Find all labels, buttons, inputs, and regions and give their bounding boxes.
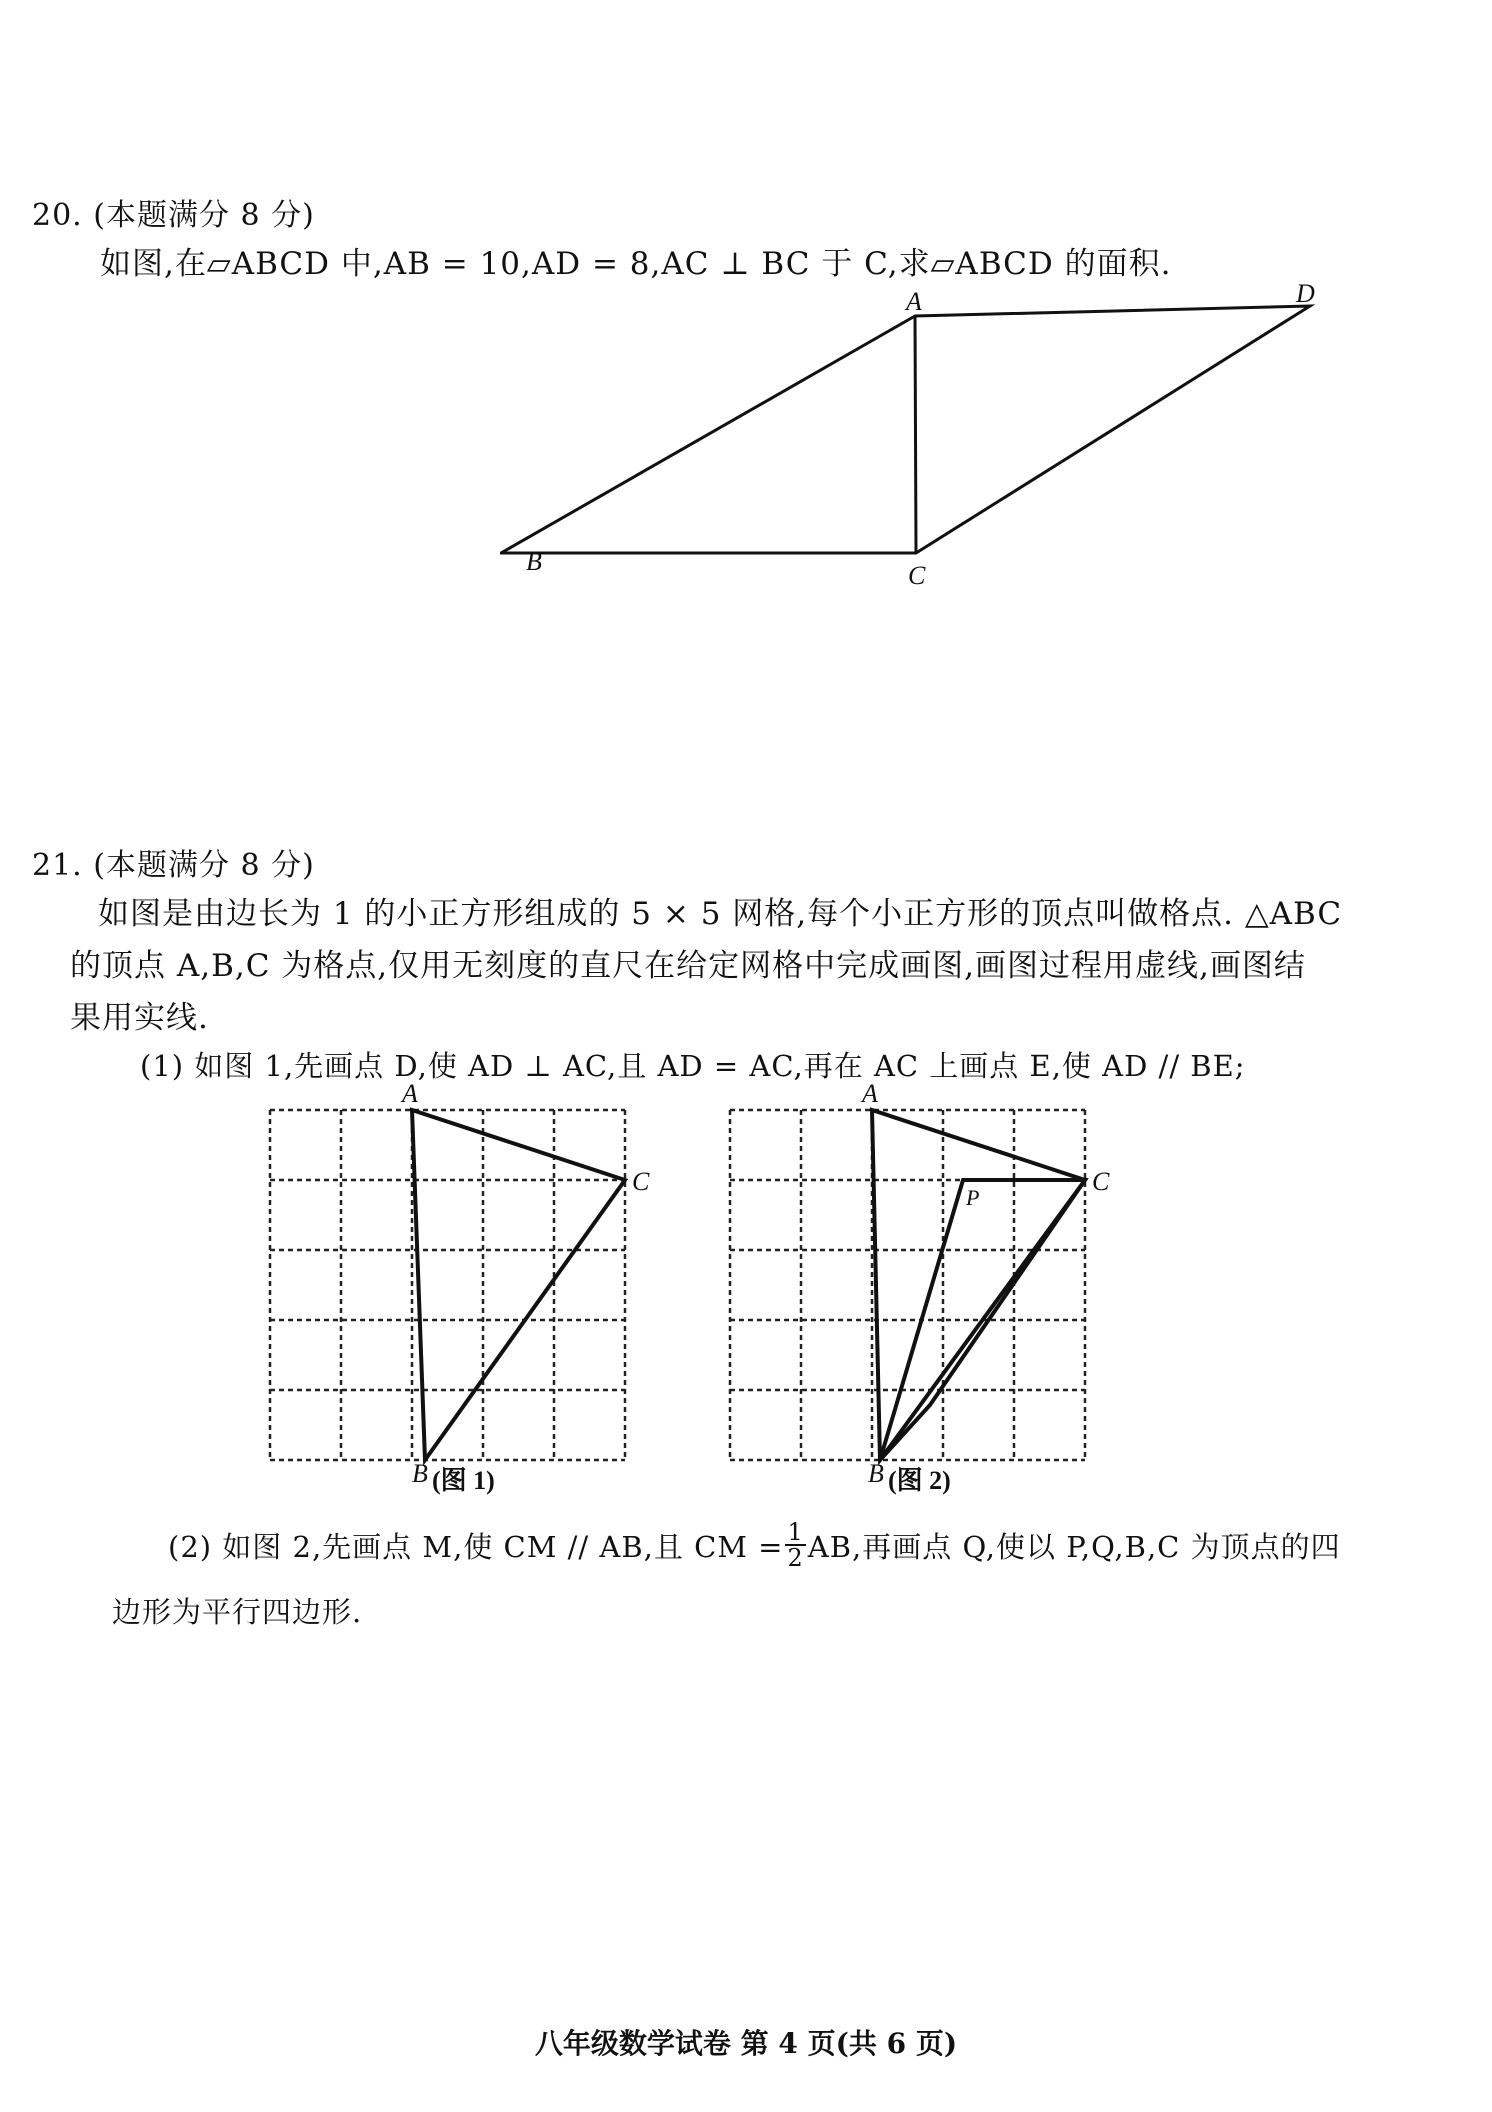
q21-line3: 果用实线.: [70, 1000, 209, 1036]
q21-line1: 如图是由边长为 1 的小正方形组成的 5 × 5 网格,每个小正方形的顶点叫做格点. △ABC: [98, 896, 1343, 932]
q21-part2-line2: 边形为平行四边形.: [112, 1595, 363, 1629]
q21-figure-2: [720, 1065, 1140, 1495]
fig2-label-p: P: [966, 1185, 980, 1210]
q21-part1: (1) 如图 1,先画点 D,使 AD ⊥ AC,且 AD = AC,再在 AC 上画点 E,使 AD // BE;: [140, 1049, 1246, 1083]
fig1-label-c: C: [632, 1167, 650, 1196]
triangle-abc-2: [872, 1110, 1085, 1460]
label-b: B: [526, 547, 542, 576]
part2-text-b: AB,再画点 Q,使以 P,Q,B,C 为顶点的四: [807, 1529, 1341, 1564]
fig2-label-a: A: [862, 1079, 878, 1108]
q20-title: 20. (本题满分 8 分): [32, 198, 315, 233]
q21-part2-line1: [168, 1520, 1341, 1570]
fraction-denominator: 2: [787, 1544, 804, 1572]
label-d: D: [1296, 279, 1315, 308]
fig2-caption: (图 2): [888, 1466, 951, 1495]
page-footer: 八年级数学试卷 第 4 页(共 6 页): [534, 2027, 958, 2060]
q21-title: 21. (本题满分 8 分): [32, 848, 315, 883]
q21-figure-1: [260, 1065, 680, 1495]
part2-text-a: (2) 如图 2,先画点 M,使 CM // AB,且 CM =: [168, 1529, 784, 1564]
parallelogram-abcd: [501, 306, 1310, 553]
fig1-label-a: A: [402, 1079, 418, 1108]
fraction-one-half: [785, 1520, 805, 1570]
triangle-abc-1: [412, 1110, 625, 1460]
q20-parallelogram-figure: [500, 270, 1340, 590]
q21-line2: 的顶点 A,B,C 为格点,仅用无刻度的直尺在给定网格中完成画图,画图过程用虚线,画图结: [70, 948, 1306, 984]
q20-text: 如图,在▱ABCD 中,AB = 10,AD = 8,AC ⊥ BC 于 C,求▱ABCD 的面积.: [100, 246, 1172, 282]
fig1-caption: (图 1): [432, 1466, 495, 1495]
label-c: C: [908, 561, 926, 590]
label-a: A: [906, 287, 922, 316]
fig2-label-c: C: [1092, 1167, 1110, 1196]
fig2-label-b: B: [868, 1459, 884, 1488]
segment-ac: [915, 316, 916, 553]
fig1-label-b: B: [412, 1459, 428, 1488]
fraction-numerator: 1: [787, 1518, 804, 1546]
